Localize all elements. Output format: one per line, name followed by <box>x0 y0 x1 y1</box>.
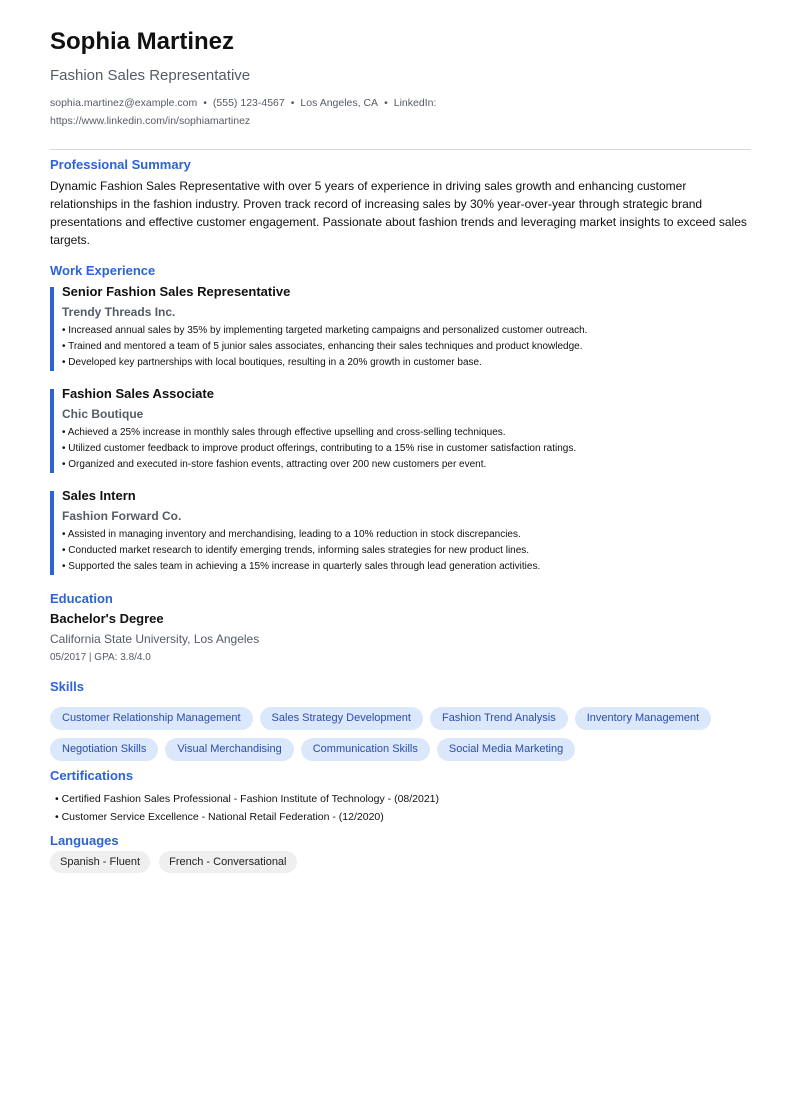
job-company: Trendy Threads Inc. <box>62 305 176 319</box>
skill-chip: Inventory Management <box>575 707 712 730</box>
job-accent-bar <box>50 389 54 473</box>
header-divider <box>50 149 751 150</box>
skill-chip: Negotiation Skills <box>50 738 158 761</box>
certifications-section <box>50 768 750 826</box>
languages-section <box>50 833 750 873</box>
resume-header <box>50 28 750 130</box>
job-title: Senior Fashion Sales Representative <box>62 284 291 299</box>
job-bullet: • Trained and mentored a team of 5 junior sales associates, enhancing their sales techniques and product knowledge. <box>62 341 583 352</box>
section-title-languages: Languages <box>50 833 119 848</box>
contact-separator: • <box>384 97 388 109</box>
section-title-summary: Professional Summary <box>50 157 191 172</box>
job-bullet: • Utilized customer feedback to improve product offerings, contributing to a 15% rise in customer satisfaction ratings. <box>62 443 577 454</box>
certification-item: • Certified Fashion Sales Professional - Fashion Institute of Technology - (08/2021) <box>55 793 440 805</box>
skills-chip-list <box>50 707 770 761</box>
job-bullet: • Supported the sales team in achieving a 15% increase in quarterly sales through lead generation activities. <box>62 561 541 572</box>
job-accent-bar <box>50 287 54 371</box>
language-chip: Spanish - Fluent <box>50 851 150 873</box>
contact-email[interactable]: sophia.martinez@example.com <box>50 97 198 109</box>
job-entry <box>50 385 750 473</box>
languages-chip-list <box>50 851 750 873</box>
job-bullet: • Achieved a 25% increase in monthly sales through effective upselling and cross-selling techniques. <box>62 427 506 438</box>
job-bullet: • Assisted in managing inventory and merchandising, leading to a 10% reduction in stock discrepancies. <box>62 529 521 540</box>
job-entry <box>50 487 750 575</box>
skill-chip: Visual Merchandising <box>165 738 293 761</box>
skill-chip: Fashion Trend Analysis <box>430 707 568 730</box>
education-degree: Bachelor's Degree <box>50 611 164 626</box>
contact-location: Los Angeles, CA <box>300 97 379 109</box>
contact-line <box>50 94 470 130</box>
job-accent-bar <box>50 491 54 575</box>
job-bullets <box>62 527 750 575</box>
candidate-headline: Fashion Sales Representative <box>50 67 251 84</box>
job-bullet: • Organized and executed in-store fashion events, attracting over 200 new customers per event. <box>62 459 487 470</box>
skill-chip: Sales Strategy Development <box>260 707 423 730</box>
section-title-skills: Skills <box>50 679 84 694</box>
job-title: Fashion Sales Associate <box>62 386 214 401</box>
skill-chip: Communication Skills <box>301 738 430 761</box>
job-bullets <box>62 425 750 473</box>
summary-section <box>50 157 750 249</box>
job-title: Sales Intern <box>62 488 136 503</box>
education-school: California State University, Los Angeles <box>50 632 260 646</box>
section-title-experience: Work Experience <box>50 263 156 278</box>
job-bullets <box>62 323 750 371</box>
summary-text: Dynamic Fashion Sales Representative with over 5 years of experience in driving sales growth and enhancing customer relationships in the fashion industry. Proven track record of increasing sales by 30% year-over-year through strategic brand presentations and effective customer engagement. Passionate about fashion trends and leveraging market insights to exceed sales targets. <box>50 179 747 247</box>
job-company: Chic Boutique <box>62 407 144 421</box>
job-bullet: • Increased annual sales by 35% by implementing targeted marketing campaigns and personalized customer outreach. <box>62 325 588 336</box>
skill-chip: Social Media Marketing <box>437 738 575 761</box>
education-section <box>50 591 750 665</box>
section-title-education: Education <box>50 591 113 606</box>
contact-linkedin-label: LinkedIn: <box>393 97 437 109</box>
skill-chip: Customer Relationship Management <box>50 707 253 730</box>
contact-phone: (555) 123-4567 <box>212 97 285 109</box>
job-bullet: • Developed key partnerships with local boutiques, resulting in a 20% growth in customer base. <box>62 357 482 368</box>
language-chip: French - Conversational <box>159 851 296 873</box>
contact-separator: • <box>290 97 295 109</box>
certification-item: • Customer Service Excellence - National Retail Federation - (12/2020) <box>55 811 384 823</box>
job-entry <box>50 283 750 371</box>
job-company: Fashion Forward Co. <box>62 509 182 523</box>
education-meta: 05/2017 | GPA: 3.8/4.0 <box>50 652 151 663</box>
job-bullet: • Conducted market research to identify emerging trends, informing sales strategies for new product lines. <box>62 545 530 556</box>
candidate-name: Sophia Martinez <box>50 28 235 55</box>
skills-section <box>50 679 750 761</box>
contact-separator: • <box>203 97 207 109</box>
experience-section <box>50 263 750 575</box>
certifications-list <box>55 790 750 826</box>
contact-linkedin-url[interactable]: https://www.linkedin.com/in/sophiamartinez <box>50 115 251 127</box>
section-title-certifications: Certifications <box>50 768 134 783</box>
